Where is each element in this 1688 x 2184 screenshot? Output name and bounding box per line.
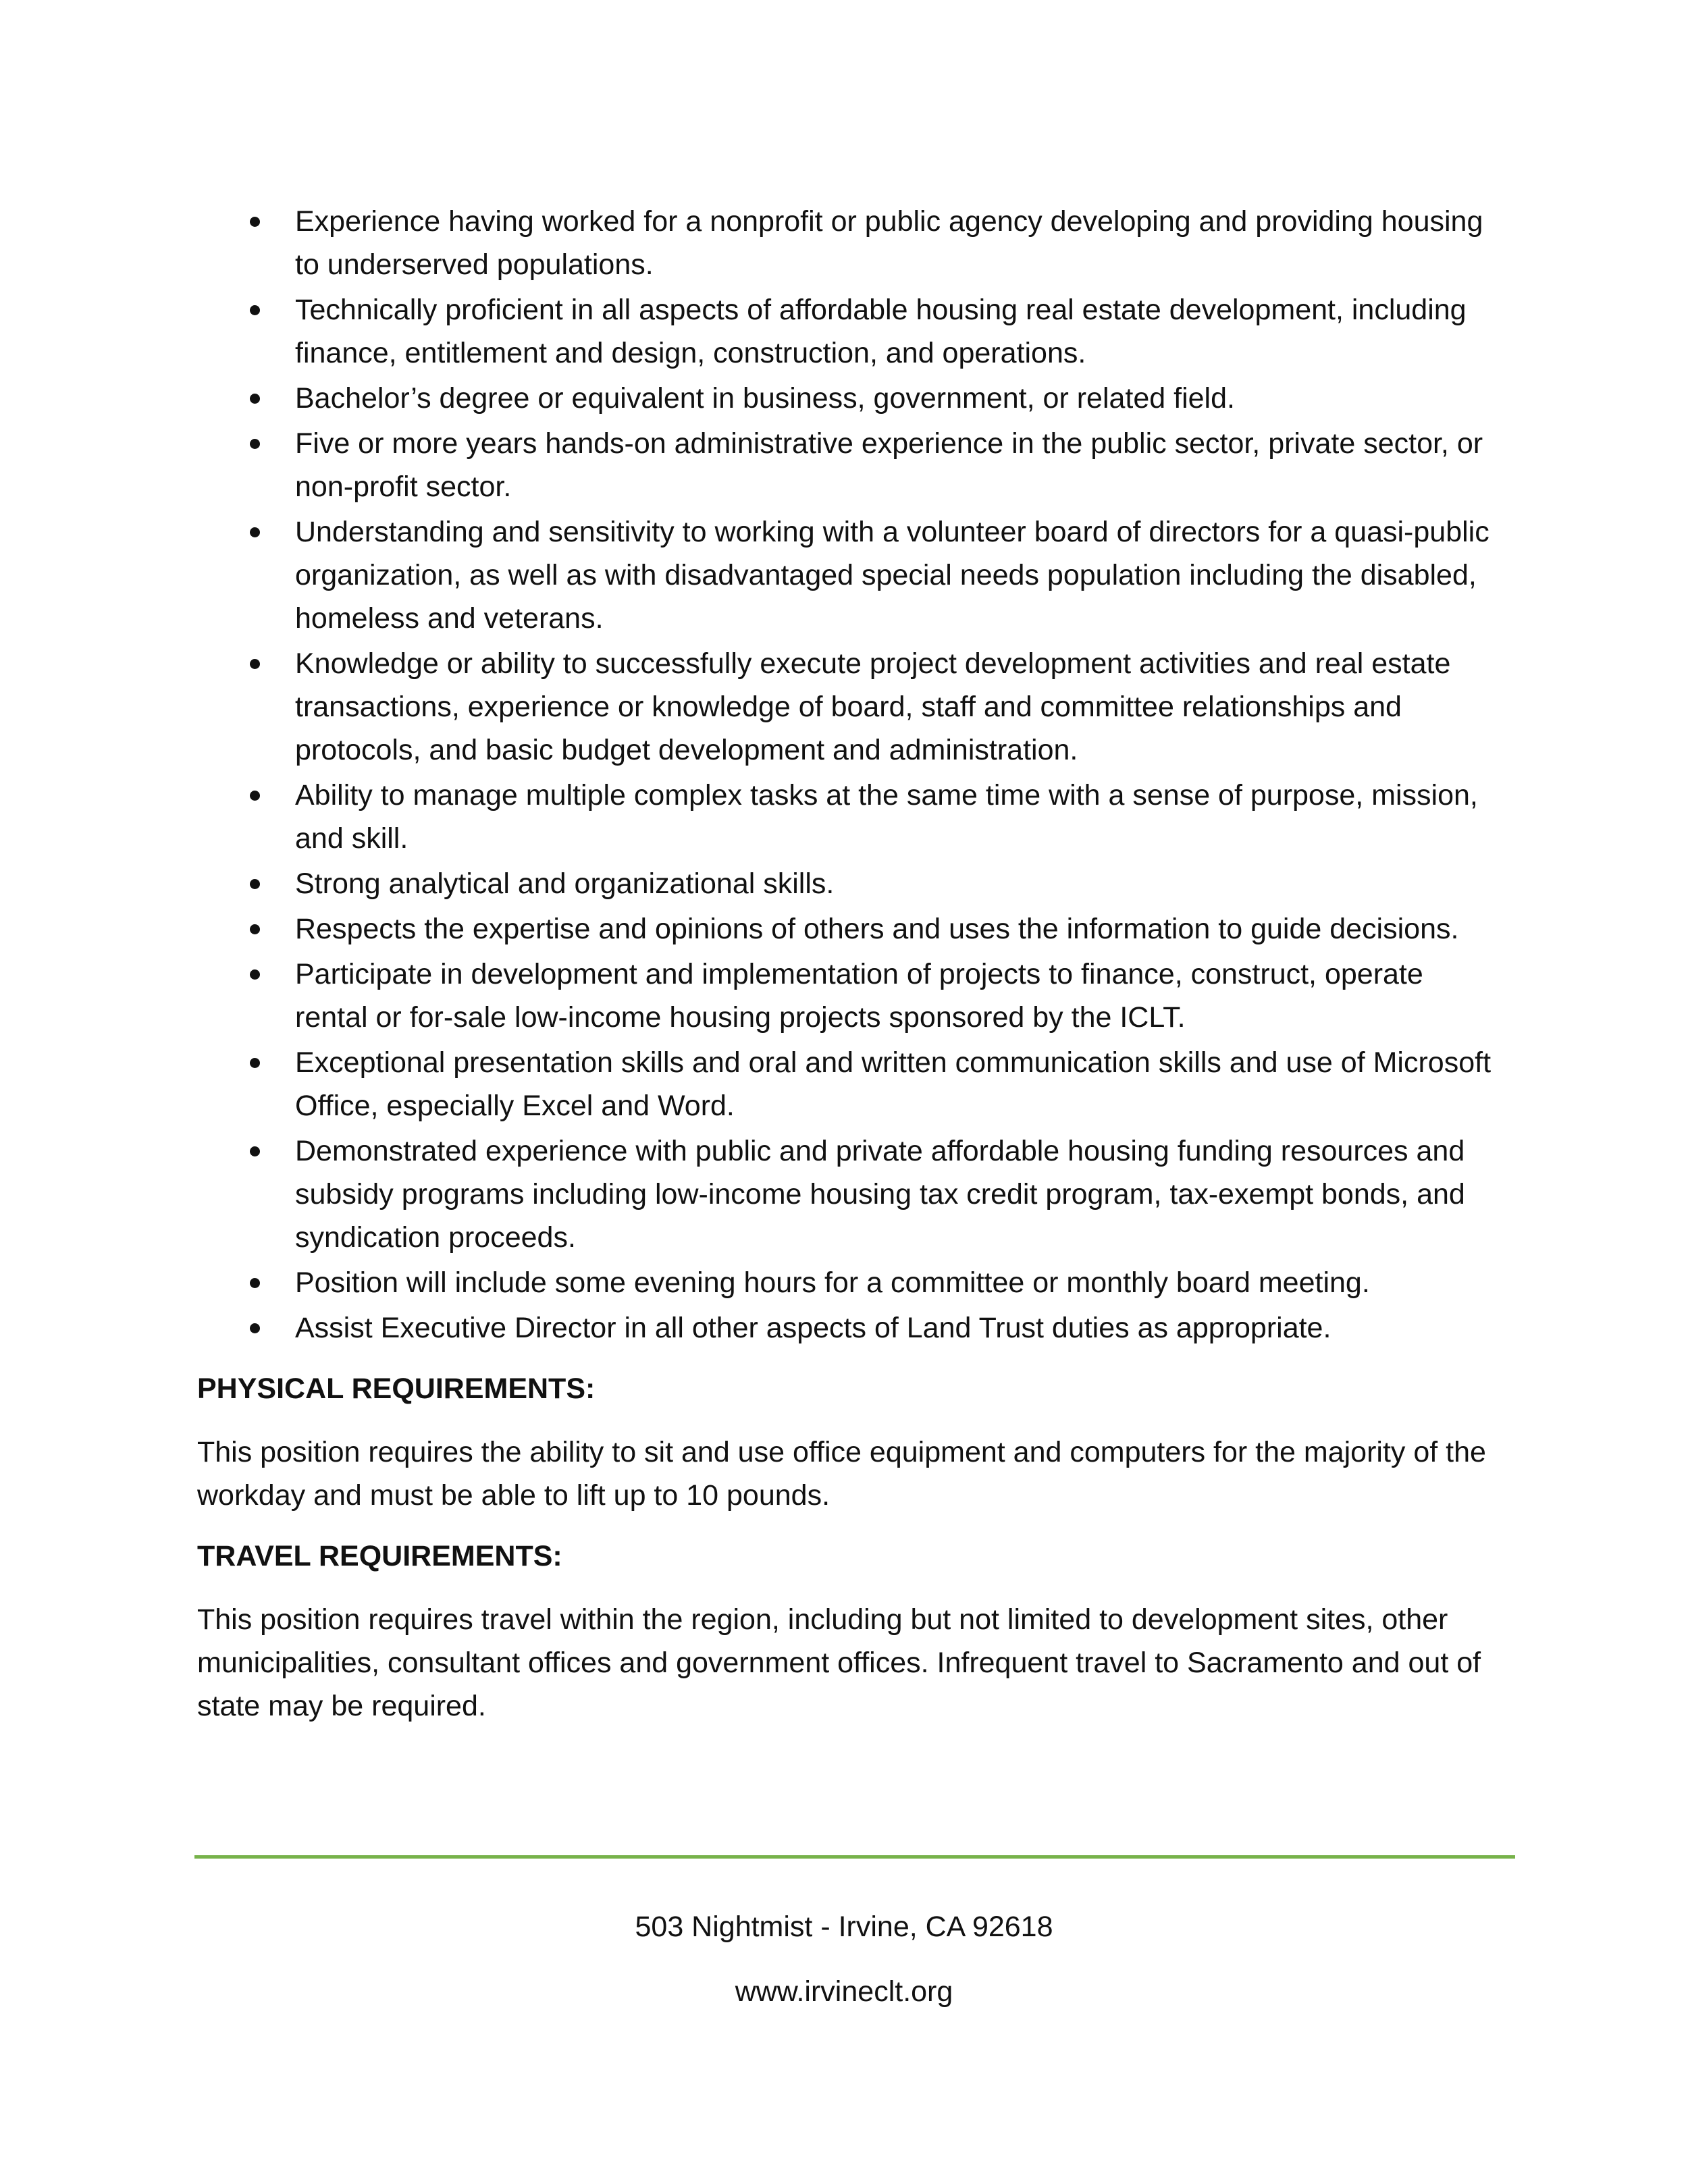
requirement-item — [197, 1306, 1500, 1350]
bullet-icon — [250, 659, 260, 669]
bullet-icon — [250, 439, 260, 449]
requirement-text: Experience having worked for a nonprofit or public agency developing and providing housing to underserved populations. — [295, 205, 1483, 281]
requirement-text: Position will include some evening hours for a committee or monthly board meeting. — [295, 1267, 1370, 1299]
requirement-text: Assist Executive Director in all other aspects of Land Trust duties as appropriate. — [295, 1312, 1331, 1344]
footer-divider — [194, 1855, 1515, 1859]
bullet-icon — [250, 394, 260, 404]
requirement-text: Bachelor’s degree or equivalent in business, government, or related field. — [295, 382, 1235, 415]
requirement-text: Understanding and sensitivity to working with a volunteer board of directors for a quasi-public organization, as well as with disadvantaged special needs population including the disabled, homeless and veterans. — [295, 516, 1489, 635]
requirement-text: Participate in development and implementation of projects to finance, construct, operate rental or for-sale low-income housing projects sponsored by the ICLT. — [295, 958, 1423, 1034]
requirement-item — [197, 1261, 1500, 1304]
page-content — [197, 200, 1500, 1745]
requirement-item — [197, 907, 1500, 951]
requirement-text: Respects the expertise and opinions of others and uses the information to guide decisions. — [295, 913, 1459, 945]
requirement-item — [197, 953, 1500, 1039]
requirement-item — [197, 1041, 1500, 1127]
requirement-text: Knowledge or ability to successfully execute project development activities and real estate transactions, experience or knowledge of board, staff and committee relationships and protocols, and basic budget development and administration. — [295, 647, 1451, 766]
requirement-item — [197, 377, 1500, 420]
footer-website-link[interactable]: www.irvineclt.org — [735, 1975, 953, 2008]
requirements-list — [197, 200, 1500, 1350]
bullet-icon — [250, 1278, 260, 1288]
bullet-icon — [250, 969, 260, 980]
physical-requirements-heading: PHYSICAL REQUIREMENTS: — [197, 1373, 596, 1405]
travel-requirements-heading: TRAVEL REQUIREMENTS: — [197, 1540, 562, 1572]
requirement-text: Demonstrated experience with public and private affordable housing funding resources and subsidy programs including low-income housing tax credit program, tax-exempt bonds, and syndication proceeds. — [295, 1135, 1465, 1254]
requirement-item — [197, 510, 1500, 640]
requirement-text: Five or more years hands-on administrative experience in the public sector, private sector, or non-profit sector. — [295, 427, 1483, 503]
requirement-text: Strong analytical and organizational skills. — [295, 868, 835, 900]
bullet-icon — [250, 879, 260, 889]
bullet-icon — [250, 217, 260, 227]
bullet-icon — [250, 1146, 260, 1156]
requirement-item — [197, 288, 1500, 375]
requirement-text: Ability to manage multiple complex tasks at the same time with a sense of purpose, mission, and skill. — [295, 779, 1478, 855]
footer-address: 503 Nightmist - Irvine, CA 92618 — [635, 1911, 1053, 1943]
requirement-item — [197, 200, 1500, 286]
bullet-icon — [250, 305, 260, 315]
requirement-text: Exceptional presentation skills and oral and written communication skills and use of Microsoft Office, especially Excel and Word. — [295, 1046, 1492, 1122]
requirement-text: Technically proficient in all aspects of affordable housing real estate development, including finance, entitlement and design, construction, and operations. — [295, 294, 1467, 369]
requirement-item — [197, 1129, 1500, 1259]
requirement-item — [197, 774, 1500, 860]
bullet-icon — [250, 791, 260, 801]
bullet-icon — [250, 924, 260, 934]
bullet-icon — [250, 1058, 260, 1068]
requirement-item — [197, 422, 1500, 508]
travel-requirements-text: This position requires travel within the region, including but not limited to development sites, other municipalities, consultant offices and government offices. Infrequent travel to Sacramento and out of state may be required. — [197, 1603, 1481, 1722]
bullet-icon — [250, 527, 260, 537]
requirement-item — [197, 642, 1500, 772]
physical-requirements-text: This position requires the ability to sit and use office equipment and computers for the majority of the workday and must be able to lift up to 10 pounds. — [197, 1436, 1486, 1512]
bullet-icon — [250, 1323, 260, 1333]
requirement-item — [197, 862, 1500, 905]
